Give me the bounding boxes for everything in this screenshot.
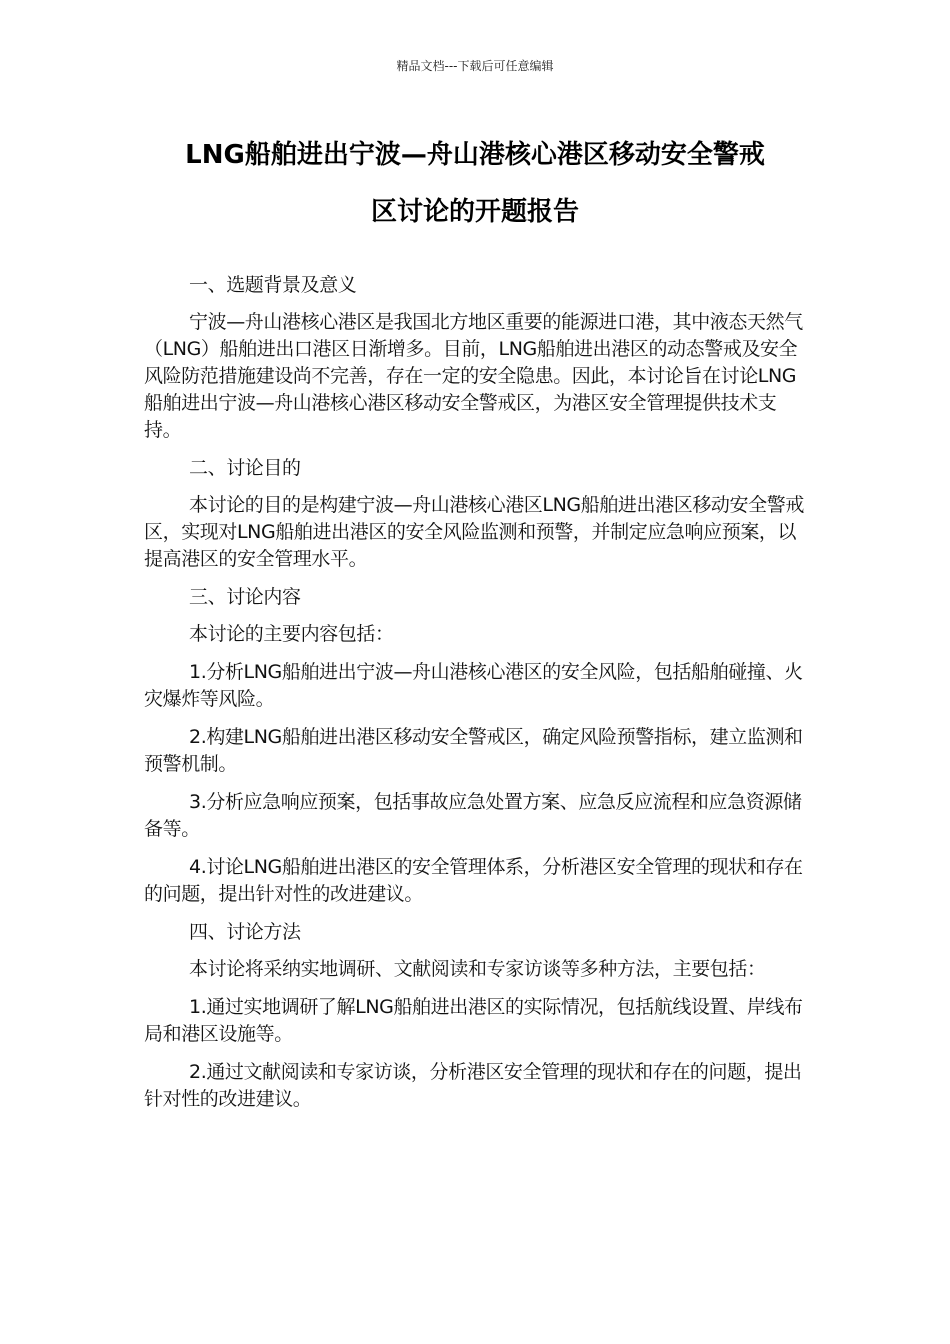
section-3-item-3: 3.分析应急响应预案，包括事故应急处置方案、应急反应流程和应急资源储备等。 <box>144 791 802 840</box>
section-1-paragraph: 宁波—舟山港核心港区是我国北方地区重要的能源进口港，其中液态天然气（LNG）船舶进出口港区日渐增多。目前，LNG船舶进出港区的动态警戒及安全风险防范措施建设尚不完善，存在一定的安全隐患。因此，本讨论旨在讨论LNG船舶进出宁波—舟山港核心港区移动安全警戒区，为港区安全管理提供技术支持。 <box>144 311 803 441</box>
document-body <box>144 272 808 1124</box>
section-1-heading: 一、选题背景及意义 <box>189 274 357 296</box>
header-note: 精品文档---下载后可任意编辑 <box>396 59 554 73</box>
title-line-1: LNG船舶进出宁波—舟山港核心港区移动安全警戒 <box>185 140 765 170</box>
section-4-heading: 四、讨论方法 <box>189 921 301 943</box>
section-4-item-1: 1.通过实地调研了解LNG船舶进出港区的实际情况，包括航线设置、岸线布局和港区设施等。 <box>144 996 803 1045</box>
title-line-2: 区讨论的开题报告 <box>370 197 579 227</box>
section-2-paragraph: 本讨论的目的是构建宁波—舟山港核心港区LNG船舶进出港区移动安全警戒区，实现对LNG船舶进出港区的安全风险监测和预警，并制定应急响应预案，以提高港区的安全管理水平。 <box>144 494 804 570</box>
section-3-item-4: 4.讨论LNG船舶进出港区的安全管理体系，分析港区安全管理的现状和存在的问题，提出针对性的改进建议。 <box>144 856 803 905</box>
section-4-item-2: 2.通过文献阅读和专家访谈，分析港区安全管理的现状和存在的问题，提出针对性的改进建议。 <box>144 1061 802 1110</box>
section-4-intro: 本讨论将采纳实地调研、文献阅读和专家访谈等多种方法，主要包括： <box>189 958 766 980</box>
section-3-item-1: 1.分析LNG船舶进出宁波—舟山港核心港区的安全风险，包括船舶碰撞、火灾爆炸等风险。 <box>144 661 803 710</box>
section-2-heading: 二、讨论目的 <box>189 457 301 479</box>
section-3-item-2: 2.构建LNG船舶进出港区移动安全警戒区，确定风险预警指标，建立监测和预警机制。 <box>144 726 803 775</box>
section-3-intro: 本讨论的主要内容包括： <box>189 623 394 645</box>
section-3-heading: 三、讨论内容 <box>189 586 301 608</box>
